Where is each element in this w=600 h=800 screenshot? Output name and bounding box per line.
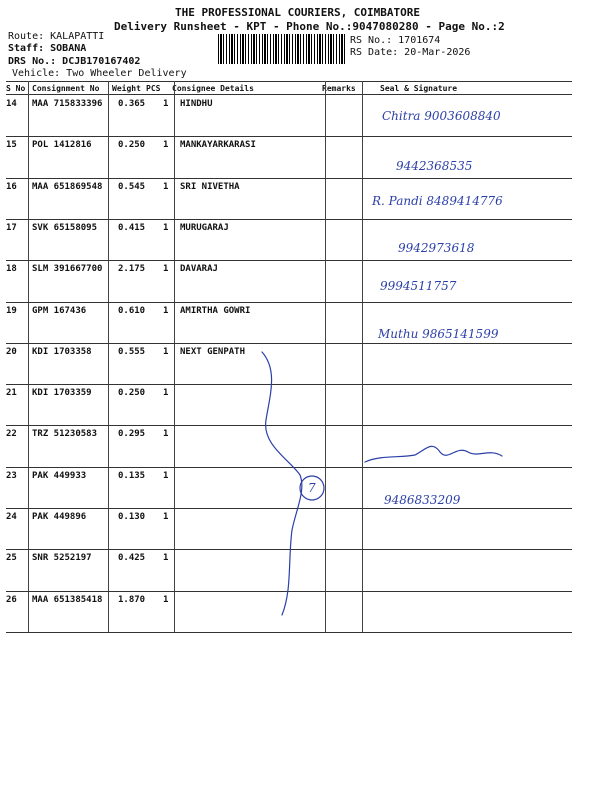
- row-weight: 0.555: [118, 346, 146, 357]
- row-sno: 24: [6, 512, 17, 522]
- row-sno: 19: [6, 305, 17, 316]
- row-weight: 0.250: [118, 388, 146, 399]
- row-pcs: 1: [163, 470, 169, 481]
- row-sno: 20: [6, 346, 17, 357]
- signature-row-15: 9442368535: [396, 159, 473, 173]
- col-header-consignee: Consignee Details: [172, 84, 254, 93]
- route-label: Route: KALAPATTI: [8, 31, 105, 42]
- row-consignee: HINDHU: [180, 99, 213, 109]
- row-consignee: SRI NIVETHA: [180, 181, 240, 192]
- signature-row-16: R. Pandi 8489414776: [372, 194, 503, 208]
- row-sno: 17: [6, 222, 17, 233]
- row-pcs: 1: [163, 512, 169, 522]
- row-pcs: 1: [163, 264, 169, 275]
- row-sno: 21: [6, 388, 17, 399]
- row-consignment-no: PAK 449933: [32, 470, 87, 481]
- col-header-pcs: PCS: [146, 84, 161, 93]
- row-consignment-no: GPM 167436: [32, 305, 87, 316]
- row-consignment-no: MAA 651869548: [32, 181, 103, 192]
- row-weight: 0.365: [118, 99, 146, 109]
- row-consignment-no: PAK 449896: [32, 512, 87, 522]
- handwritten-brace-line: [262, 352, 302, 615]
- rs-date: RS Date: 20-Mar-2026: [350, 47, 471, 58]
- row-consignee: AMIRTHA GOWRI: [180, 305, 251, 316]
- row-consignee: DAVARAJ: [180, 264, 218, 275]
- row-consignment-no: MAA 715833396: [32, 99, 103, 109]
- col-header-consignment: Consignment No: [32, 84, 100, 93]
- row-consignment-no: SVK 65158095: [32, 222, 98, 233]
- row-pcs: 1: [163, 594, 169, 605]
- rs-number: RS No.: 1701674: [350, 35, 441, 46]
- row-sno: 15: [6, 140, 17, 151]
- row-pcs: 1: [163, 305, 169, 316]
- signature-row-18: 9994511757: [380, 279, 457, 293]
- row-consignee: MANKAYARKARASI: [180, 140, 256, 151]
- col-header-seal: Seal & Signature: [380, 84, 458, 93]
- row-consignment-no: POL 1412816: [32, 140, 92, 151]
- circled-count-text: 7: [308, 481, 316, 495]
- row-weight: 0.130: [118, 512, 146, 522]
- staff-label: Staff: SOBANA: [8, 43, 87, 54]
- col-header-weight: Weight: [112, 84, 141, 93]
- row-sno: 25: [6, 553, 17, 564]
- signature-scrawl-row-22: [365, 446, 502, 462]
- row-consignment-no: SNR 5252197: [32, 553, 92, 564]
- row-pcs: 1: [163, 99, 169, 109]
- signature-row-14: Chitra 9003608840: [382, 109, 501, 123]
- row-pcs: 1: [163, 553, 169, 564]
- row-weight: 0.135: [118, 470, 146, 481]
- row-weight: 0.250: [118, 140, 146, 151]
- row-pcs: 1: [163, 388, 169, 399]
- col-header-remarks: Remarks: [322, 84, 356, 93]
- signature-row-23: 9486833209: [384, 493, 461, 507]
- row-consignment-no: KDI 1703358: [32, 346, 92, 357]
- signature-row-17: 9942973618: [398, 241, 475, 255]
- row-pcs: 1: [163, 222, 169, 233]
- row-consignment-no: SLM 391667700: [32, 264, 103, 275]
- row-weight: 0.425: [118, 553, 146, 564]
- drs-label: DRS No.: DCJB170167402: [8, 56, 141, 67]
- row-weight: 2.175: [118, 264, 146, 275]
- row-sno: 23: [6, 470, 17, 481]
- row-consignee: NEXT GENPATH: [180, 346, 246, 357]
- row-consignment-no: MAA 651385418: [32, 594, 103, 605]
- signature-row-19: Muthu 9865141599: [378, 327, 499, 341]
- row-sno: 16: [6, 181, 17, 192]
- row-consignee: MURUGARAJ: [180, 222, 229, 233]
- row-weight: 0.610: [118, 305, 146, 316]
- row-pcs: 1: [163, 140, 169, 151]
- row-weight: 0.545: [118, 181, 146, 192]
- row-sno: 22: [6, 429, 17, 440]
- row-pcs: 1: [163, 346, 169, 357]
- company-title: THE PROFESSIONAL COURIERS, COIMBATORE: [175, 6, 421, 19]
- row-pcs: 1: [163, 181, 169, 192]
- row-consignment-no: TRZ 51230583: [32, 429, 98, 440]
- row-consignment-no: KDI 1703359: [32, 388, 92, 399]
- vehicle-label: Vehicle: Two Wheeler Delivery: [12, 68, 187, 79]
- row-sno: 18: [6, 264, 17, 275]
- row-weight: 1.870: [118, 594, 146, 605]
- runsheet-subtitle: Delivery Runsheet - KPT - Phone No.:9047080280 - Page No.:2: [114, 20, 505, 33]
- row-sno: 14: [6, 99, 17, 109]
- row-pcs: 1: [163, 429, 169, 440]
- col-header-sno: S No: [6, 84, 26, 93]
- row-weight: 0.295: [118, 429, 146, 440]
- row-sno: 26: [6, 594, 17, 605]
- row-weight: 0.415: [118, 222, 146, 233]
